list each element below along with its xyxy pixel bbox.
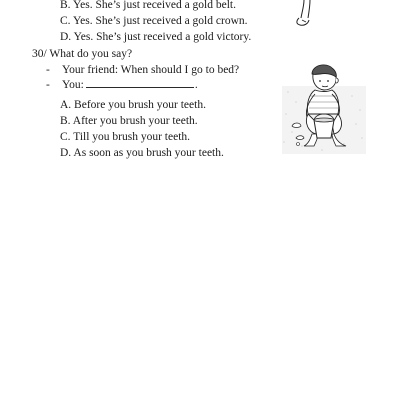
prev-option-d: D. Yes. She’s just received a gold victory. [60,31,252,43]
dialogue-bullet: - [46,79,50,91]
boy-playing-sand-icon [282,62,366,154]
prev-option-b: B. Yes. She’s just received a gold belt. [60,0,236,11]
option-a: A. Before you brush your teeth. [60,99,206,111]
blank-period: . [194,79,198,91]
option-b: B. After you brush your teeth. [60,115,198,127]
boy-bucket-illustration [282,62,366,154]
option-c: C. Till you brush your teeth. [60,131,191,143]
figure-feet-illustration [290,0,330,28]
prev-option-c: C. Yes. She’s just received a gold crown. [60,15,248,27]
dialogue-friend-text: Your friend: When should I go to bed? [62,64,240,76]
dialogue-you-text: You: [62,79,84,91]
question-30-prompt: 30/ What do you say? [32,48,133,60]
dialogue-line-friend [46,63,239,77]
dialogue-line-you [46,78,198,92]
prev-illustration [290,0,330,28]
answer-blank [86,78,194,88]
option-d: D. As soon as you brush your teeth. [60,147,224,159]
dialogue-bullet: - [46,64,50,76]
